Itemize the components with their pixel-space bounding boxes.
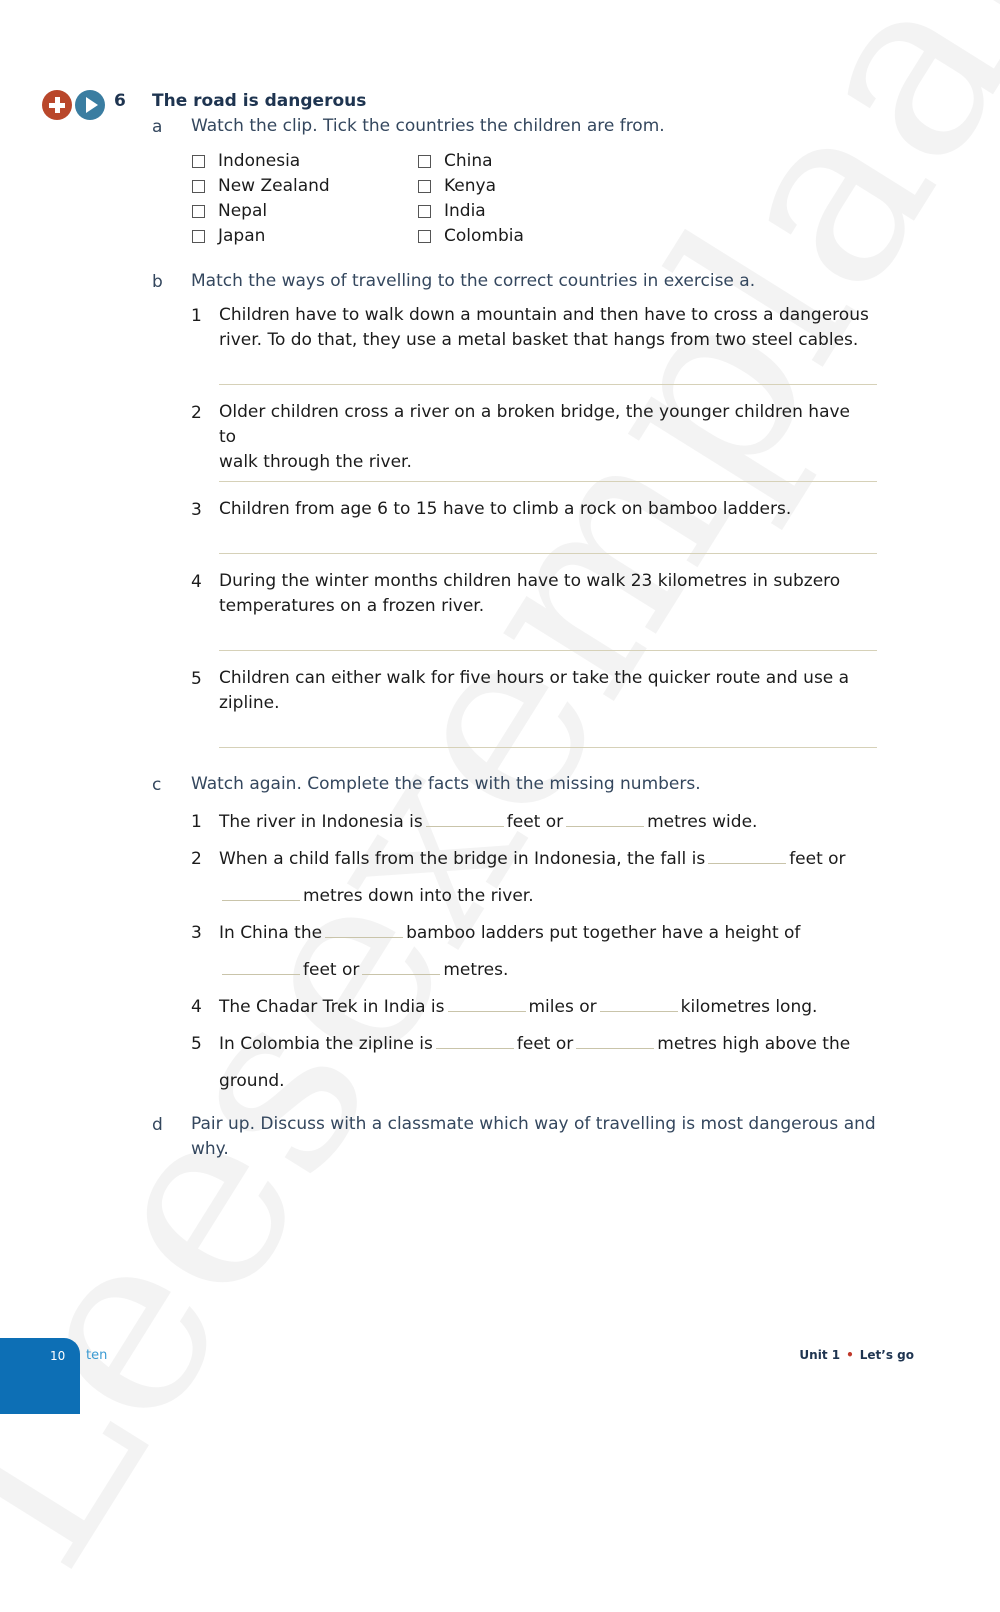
part-b-instruction: Match the ways of travelling to the correct countries in exercise a. bbox=[191, 271, 756, 291]
sentence-part: In Colombia the zipline is bbox=[219, 1034, 433, 1054]
sentence-part: bamboo ladders put together have a height of bbox=[406, 923, 801, 943]
blank-field[interactable] bbox=[448, 997, 526, 1012]
part-c-instruction: Watch again. Complete the facts with the missing numbers. bbox=[191, 774, 701, 794]
answer-line[interactable] bbox=[219, 650, 877, 651]
country-label: India bbox=[444, 201, 486, 221]
instruction-line: why. bbox=[191, 1139, 229, 1159]
part-a-letter: a bbox=[152, 117, 163, 137]
item-number: 4 bbox=[191, 997, 202, 1017]
blank-field[interactable] bbox=[708, 849, 786, 864]
item-line: zipline. bbox=[219, 693, 280, 713]
blank-field[interactable] bbox=[222, 960, 300, 975]
unit-label: Unit 1 bbox=[799, 1348, 841, 1362]
sentence-part: miles or bbox=[528, 997, 597, 1017]
checkbox-box[interactable] bbox=[192, 230, 205, 243]
list-item bbox=[219, 303, 869, 353]
bullet-icon: • bbox=[846, 1348, 854, 1362]
checkbox-india[interactable] bbox=[418, 201, 486, 221]
sentence-part: metres wide. bbox=[647, 812, 758, 832]
part-b-letter: b bbox=[152, 272, 163, 292]
blank-field[interactable] bbox=[600, 997, 678, 1012]
blank-field[interactable] bbox=[222, 886, 300, 901]
part-a-instruction: Watch the clip. Tick the countries the children are from. bbox=[191, 116, 665, 136]
item-line: Older children cross a river on a broken bridge, the younger children have to bbox=[219, 402, 851, 447]
item-number: 3 bbox=[191, 923, 202, 943]
country-label: Colombia bbox=[444, 226, 524, 246]
checkbox-box[interactable] bbox=[418, 205, 431, 218]
checkbox-box[interactable] bbox=[418, 155, 431, 168]
sentence-part: feet or bbox=[789, 849, 846, 869]
country-label: China bbox=[444, 151, 493, 171]
checkbox-kenya[interactable] bbox=[418, 176, 496, 196]
checkbox-indonesia[interactable] bbox=[192, 151, 300, 171]
instruction-line: Pair up. Discuss with a classmate which way of travelling is most dangerous and bbox=[191, 1114, 876, 1134]
part-d-instruction bbox=[191, 1112, 881, 1162]
unit-title: Let’s go bbox=[859, 1348, 914, 1362]
list-item bbox=[219, 569, 869, 619]
checkbox-box[interactable] bbox=[192, 180, 205, 193]
sentence-part: ground. bbox=[219, 1071, 285, 1091]
item-number: 2 bbox=[191, 849, 202, 869]
exercise-title: The road is dangerous bbox=[152, 91, 367, 111]
item-line: Children can either walk for five hours or take the quicker route and use a bbox=[219, 668, 850, 688]
item-number: 2 bbox=[191, 403, 202, 423]
blank-field[interactable] bbox=[436, 1034, 514, 1049]
sentence-part: kilometres long. bbox=[680, 997, 818, 1017]
blank-field[interactable] bbox=[566, 812, 644, 827]
answer-line[interactable] bbox=[219, 553, 877, 554]
checkbox-box[interactable] bbox=[192, 155, 205, 168]
sentence-part: metres. bbox=[443, 960, 509, 980]
checkbox-box[interactable] bbox=[418, 230, 431, 243]
sentence-part: The Chadar Trek in India is bbox=[219, 997, 445, 1017]
sentence-part: metres down into the river. bbox=[303, 886, 534, 906]
list-item: Children from age 6 to 15 have to climb a rock on bamboo ladders. bbox=[219, 499, 792, 519]
item-number: 5 bbox=[191, 1034, 202, 1054]
page-word: ten bbox=[86, 1348, 108, 1363]
blank-field[interactable] bbox=[325, 923, 403, 938]
sentence-part: metres high above the bbox=[657, 1034, 851, 1054]
unit-info bbox=[799, 1348, 914, 1362]
exercise-number: 6 bbox=[114, 91, 126, 111]
checkbox-japan[interactable] bbox=[192, 226, 265, 246]
item-line: During the winter months children have to walk 23 kilometres in subzero bbox=[219, 571, 841, 591]
item-number: 3 bbox=[191, 500, 202, 520]
fill-sentence bbox=[219, 849, 846, 869]
sentence-part: The river in Indonesia is bbox=[219, 812, 423, 832]
checkbox-colombia[interactable] bbox=[418, 226, 524, 246]
item-number: 1 bbox=[191, 306, 202, 326]
fill-sentence bbox=[219, 923, 800, 943]
blank-field[interactable] bbox=[426, 812, 504, 827]
list-item bbox=[219, 666, 869, 716]
item-line: river. To do that, they use a metal basket that hangs from two steel cables. bbox=[219, 330, 859, 350]
answer-line[interactable] bbox=[219, 747, 877, 748]
blank-field[interactable] bbox=[576, 1034, 654, 1049]
fill-sentence bbox=[219, 812, 757, 832]
answer-line[interactable] bbox=[219, 481, 877, 482]
country-label: Indonesia bbox=[218, 151, 301, 171]
item-number: 5 bbox=[191, 669, 202, 689]
country-label: New Zealand bbox=[218, 176, 330, 196]
item-number: 4 bbox=[191, 572, 202, 592]
item-line: Children have to walk down a mountain and then have to cross a dangerous bbox=[219, 305, 869, 325]
page-number: 10 bbox=[50, 1349, 66, 1363]
sentence-part: feet or bbox=[516, 1034, 574, 1054]
footer-tab bbox=[0, 1338, 80, 1414]
checkbox-new-zealand[interactable] bbox=[192, 176, 330, 196]
country-label: Nepal bbox=[218, 201, 268, 221]
answer-line[interactable] bbox=[219, 384, 877, 385]
item-line: temperatures on a frozen river. bbox=[219, 596, 485, 616]
sentence-part: In China the bbox=[219, 923, 323, 943]
fill-sentence bbox=[219, 1034, 850, 1054]
part-c-letter: c bbox=[152, 775, 162, 795]
checkbox-nepal[interactable] bbox=[192, 201, 267, 221]
country-label: Kenya bbox=[444, 176, 497, 196]
part-d-letter: d bbox=[152, 1115, 163, 1135]
plus-icon[interactable] bbox=[42, 90, 72, 120]
fill-sentence bbox=[219, 997, 817, 1017]
fill-sentence bbox=[219, 1071, 285, 1091]
item-line: walk through the river. bbox=[219, 452, 412, 472]
fill-sentence bbox=[219, 960, 508, 980]
fill-sentence bbox=[219, 886, 534, 906]
play-icon[interactable] bbox=[75, 90, 105, 120]
sentence-part: When a child falls from the bridge in Indonesia, the fall is bbox=[219, 849, 706, 869]
sentence-part: feet or bbox=[506, 812, 564, 832]
checkbox-box[interactable] bbox=[192, 205, 205, 218]
checkbox-china[interactable] bbox=[418, 151, 493, 171]
sentence-part: feet or bbox=[303, 960, 360, 980]
country-label: Japan bbox=[218, 226, 266, 246]
checkbox-box[interactable] bbox=[418, 180, 431, 193]
list-item bbox=[219, 400, 869, 475]
item-number: 1 bbox=[191, 812, 202, 832]
blank-field[interactable] bbox=[362, 960, 440, 975]
